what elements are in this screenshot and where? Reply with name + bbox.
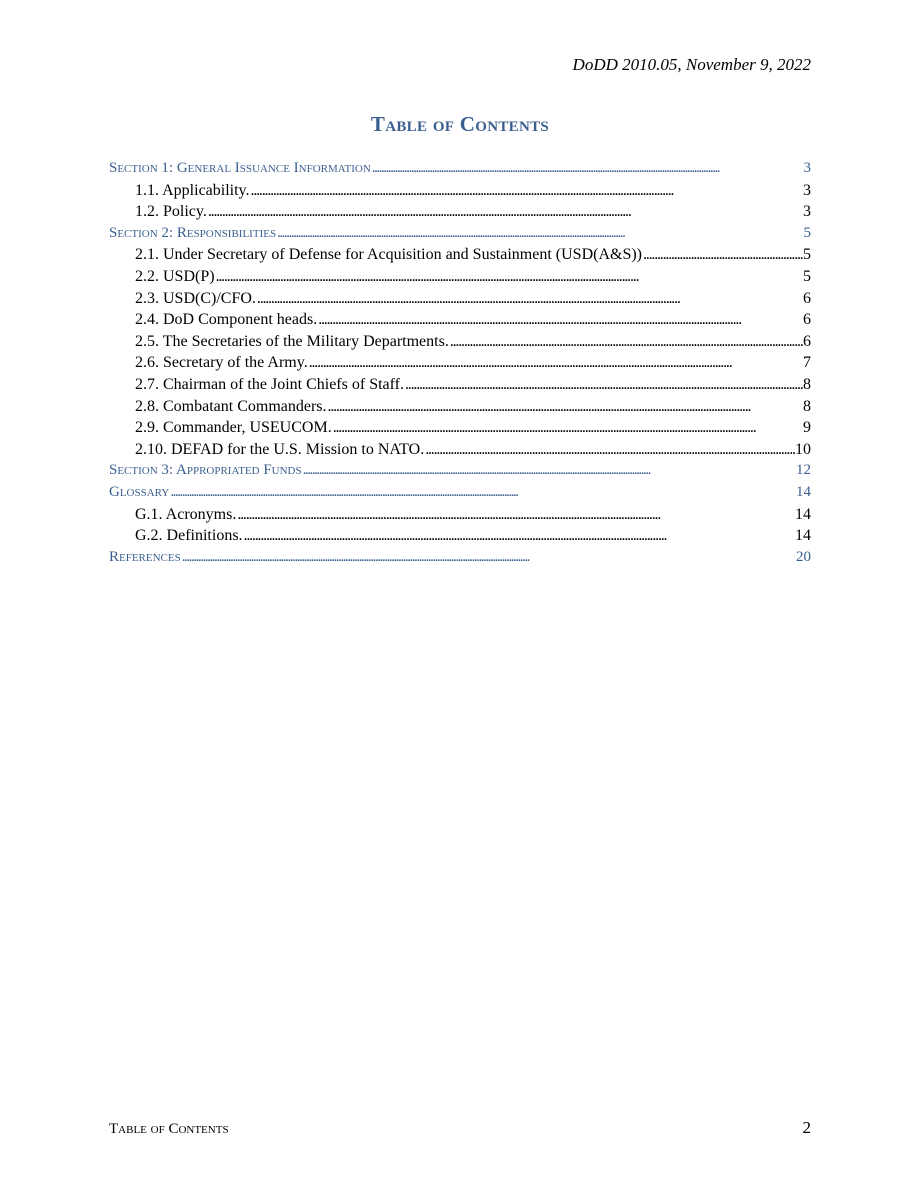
toc-dot-leader (169, 482, 796, 504)
toc-subsection-entry[interactable] (109, 352, 811, 374)
toc-entry-page-number: 14 (796, 483, 811, 500)
toc-entry-page-number: 6 (803, 311, 811, 329)
toc-subsection-entry[interactable] (109, 331, 811, 353)
toc-entry-label: 2.8. Combatant Commanders. (135, 397, 327, 415)
page-footer (109, 1118, 811, 1138)
toc-subsection-entry[interactable] (109, 288, 811, 310)
toc-entry-label: References (109, 548, 181, 565)
toc-entry-label: Section 3: Appropriated Funds (109, 462, 302, 479)
toc-entry-label: G.2. Definitions. (135, 527, 243, 545)
toc-dot-leader (332, 417, 803, 439)
toc-dot-leader (256, 288, 803, 310)
toc-entry-page-number: 3 (803, 160, 811, 176)
toc-entry-label: 2.9. Commander, USEUCOM. (135, 419, 332, 437)
toc-entry-label: 2.5. The Secretaries of the Military Departments. (135, 332, 449, 350)
toc-subsection-entry[interactable] (109, 374, 811, 396)
toc-dot-leader (449, 331, 803, 353)
toc-entry-label: 1.1. Applicability. (135, 181, 250, 199)
toc-entry-page-number: 5 (803, 246, 811, 264)
toc-section-entry[interactable] (109, 482, 811, 504)
toc-dot-leader (642, 244, 803, 266)
toc-entry-label: 2.6. Secretary of the Army. (135, 354, 308, 372)
toc-entry-page-number: 14 (795, 527, 811, 545)
toc-entry-page-number: 8 (803, 397, 811, 415)
toc-entry-label: 2.10. DEFAD for the U.S. Mission to NATO. (135, 440, 425, 458)
toc-dot-leader (371, 158, 804, 180)
toc-entry-label: 2.2. USD(P) (135, 267, 215, 285)
toc-subsection-entry[interactable] (109, 417, 811, 439)
toc-entry-page-number: 3 (803, 203, 811, 221)
toc-dot-leader (207, 201, 803, 223)
toc-subsection-entry[interactable] (109, 439, 811, 461)
toc-dot-leader (181, 547, 796, 569)
page-header: DoDD 2010.05, November 9, 2022 (572, 55, 811, 74)
toc-entry-page-number: 20 (796, 548, 811, 565)
footer-section-label: Table of Contents (109, 1121, 229, 1137)
toc-entry-page-number: 8 (803, 375, 811, 393)
toc-entry-page-number: 7 (803, 354, 811, 372)
toc-dot-leader (404, 374, 803, 396)
toc-entry-page-number: 6 (803, 289, 811, 307)
toc-entry-page-number: 12 (796, 462, 811, 479)
toc-entry-page-number: 10 (795, 440, 811, 458)
toc-subsection-entry[interactable] (109, 396, 811, 418)
toc-entry-page-number: 14 (795, 505, 811, 523)
toc-dot-leader (424, 439, 795, 461)
toc-entry-label: 2.3. USD(C)/CFO. (135, 289, 256, 307)
toc-subsection-entry[interactable] (109, 180, 811, 202)
toc-dot-leader (250, 180, 803, 202)
toc-section-entry[interactable] (109, 223, 811, 245)
toc-entry-label: G.1. Acronyms. (135, 505, 237, 523)
toc-subsection-entry[interactable] (109, 309, 811, 331)
toc-entry-label: Section 2: Responsibilities (109, 224, 277, 241)
toc-section-entry[interactable] (109, 547, 811, 569)
toc-dot-leader (302, 460, 796, 482)
toc-section-entry[interactable] (109, 158, 811, 180)
toc-entry-label: 1.2. Policy. (135, 203, 207, 221)
toc-title: Table of Contents (370, 112, 550, 136)
toc-entry-label: 2.1. Under Secretary of Defense for Acquisition and Sustainment (USD(A&S)) (135, 246, 642, 264)
toc-entry-page-number: 6 (803, 332, 811, 350)
toc-dot-leader (327, 396, 803, 418)
toc-subsection-entry[interactable] (109, 201, 811, 223)
toc-dot-leader (243, 525, 795, 547)
toc-dot-leader (236, 504, 795, 526)
footer-page-number: 2 (802, 1118, 811, 1137)
toc-entry-label: Glossary (109, 483, 170, 500)
toc-entry-page-number: 5 (803, 267, 811, 285)
toc-dot-leader (215, 266, 803, 288)
toc-dot-leader (317, 309, 803, 331)
toc-entry-label: 2.7. Chairman of the Joint Chiefs of Staff. (135, 375, 404, 393)
toc-entry-label: Section 1: General Issuance Information (109, 160, 371, 176)
toc-entry-label: 2.4. DoD Component heads. (135, 311, 318, 329)
toc-subsection-entry[interactable] (109, 244, 811, 266)
toc-entry-page-number: 5 (803, 224, 811, 241)
toc-subsection-entry[interactable] (109, 266, 811, 288)
toc-subsection-entry[interactable] (109, 525, 811, 547)
toc-dot-leader (308, 352, 803, 374)
toc-subsection-entry[interactable] (109, 504, 811, 526)
toc-section-entry[interactable] (109, 460, 811, 482)
toc-dot-leader (276, 223, 803, 245)
toc-entry-page-number: 9 (803, 419, 811, 437)
toc-entry-page-number: 3 (803, 181, 811, 199)
table-of-contents (109, 158, 811, 568)
